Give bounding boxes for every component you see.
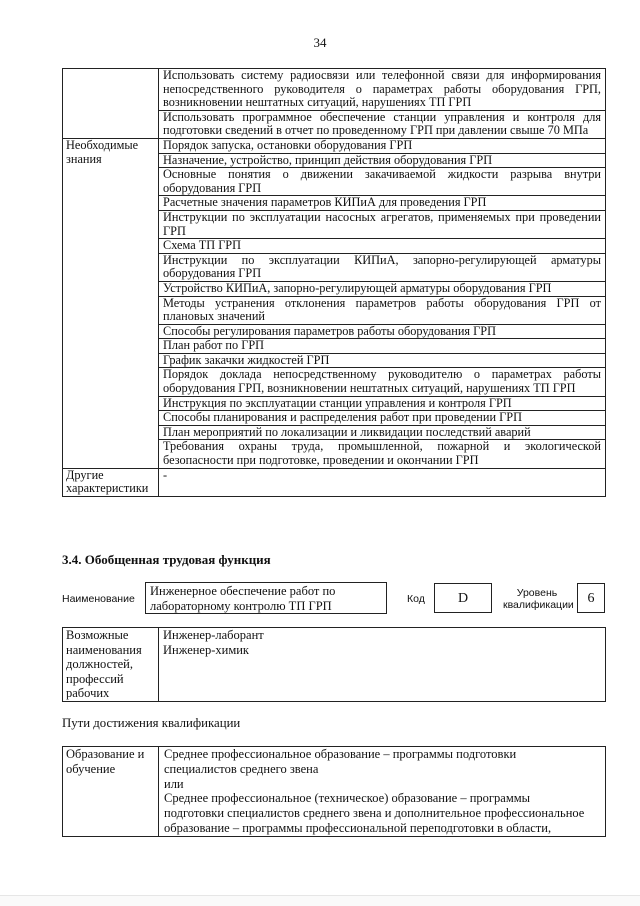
row-category-label: Другие характеристики — [63, 468, 159, 496]
row-item-text: Инструкция по эксплуатации станции управления и контроля ГРП — [159, 396, 606, 411]
education-line: или — [164, 776, 184, 791]
positions-table — [62, 627, 606, 702]
position-item: Инженер-лаборант — [163, 628, 264, 642]
page-number: 34 — [313, 35, 327, 50]
education-line: образование – программы профессиональной переподготовки в области, — [164, 820, 552, 835]
row-item-text: Требования охраны труда, промышленной, пожарной и экологической безопасности при подготовке, проведении и окончании ГРП — [159, 440, 606, 468]
row-item-text: Расчетные значения параметров КИПиА для проведения ГРП — [159, 196, 606, 211]
education-label: Образование и обучение — [63, 747, 159, 837]
education-line: Среднее профессиональное образование – программы подготовки — [164, 747, 517, 761]
row-category-label — [63, 69, 159, 139]
skills-knowledge-table — [62, 68, 606, 497]
education-values — [159, 747, 606, 837]
education-table — [62, 746, 606, 837]
row-item-text: Методы устранения отклонения параметров работы оборудования ГРП от плановых значений — [159, 296, 606, 324]
row-item-text: Инструкции по эксплуатации насосных агрегатов, применяемых при проведении ГРП — [159, 210, 606, 238]
row-item-text: Использовать систему радиосвязи или телефонной связи для информирования непосредственного руководителя о параметрах работы оборудования ГРП, возникновении нештатных ситуаций, нарушениях ТП ГРП — [159, 69, 606, 111]
positions-label: Возможные наименования должностей, профессий рабочих — [63, 628, 159, 702]
row-item-text: План мероприятий по локализации и ликвидации последствий аварий — [159, 425, 606, 440]
name-label: Наименование — [62, 593, 135, 605]
skills-table-row — [63, 468, 606, 496]
qualification-paths-heading: Пути достижения квалификации — [62, 716, 241, 730]
education-line: специалистов среднего звена — [164, 761, 319, 776]
row-item-text: Способы регулирования параметров работы оборудования ГРП — [159, 324, 606, 339]
row-item-text: Основные понятия о движении закачиваемой жидкости разрыва внутри оборудования ГРП — [159, 168, 606, 196]
row-item-text: Инструкции по эксплуатации КИПиА, запорно-регулирующей арматуры оборудования ГРП — [159, 253, 606, 281]
positions-values — [159, 628, 606, 702]
section-heading: 3.4. Обобщенная трудовая функция — [62, 552, 271, 567]
skills-table-row — [63, 138, 606, 153]
skills-table-row — [63, 69, 606, 111]
code-label: Код — [407, 593, 425, 605]
position-item: Инженер-химик — [163, 642, 249, 657]
row-item-text: Способы планирования и распределения работ при проведении ГРП — [159, 411, 606, 426]
education-line: подготовки специалистов среднего звена и дополнительное профессиональное — [164, 806, 585, 821]
scan-bottom-edge — [0, 895, 640, 906]
row-item-text: Использовать программное обеспечение станции управления и контроля для подготовки сведений в отчет по проведенному ГРП при давлении свыше 70 МПа — [159, 110, 606, 138]
row-item-text: Схема ТП ГРП — [159, 239, 606, 254]
row-item-text: Назначение, устройство, принцип действия оборудования ГРП — [159, 153, 606, 168]
qualification-level-box: 6 — [577, 583, 605, 613]
row-item-text: - — [159, 468, 606, 496]
row-item-text: Устройство КИПиА, запорно-регулирующей арматуры оборудования ГРП — [159, 281, 606, 296]
row-item-text: Порядок запуска, остановки оборудования ГРП — [159, 138, 606, 153]
row-item-text: План работ по ГРП — [159, 339, 606, 354]
row-category-label: Необходимые знания — [63, 138, 159, 468]
name-value-box: Инженерное обеспечение работ по лабораторному контролю ТП ГРП — [145, 582, 387, 614]
row-item-text: Порядок доклада непосредственному руководителю о параметрах работы оборудования ГРП, возникновении нештатных ситуаций, нарушениях ТП ГРП — [159, 368, 606, 396]
qualification-level-label: Уровень квалификации — [503, 587, 574, 611]
education-line: Среднее профессиональное (техническое) образование – программы — [164, 791, 531, 806]
row-item-text: График закачки жидкостей ГРП — [159, 353, 606, 368]
code-value-box: D — [434, 583, 492, 613]
